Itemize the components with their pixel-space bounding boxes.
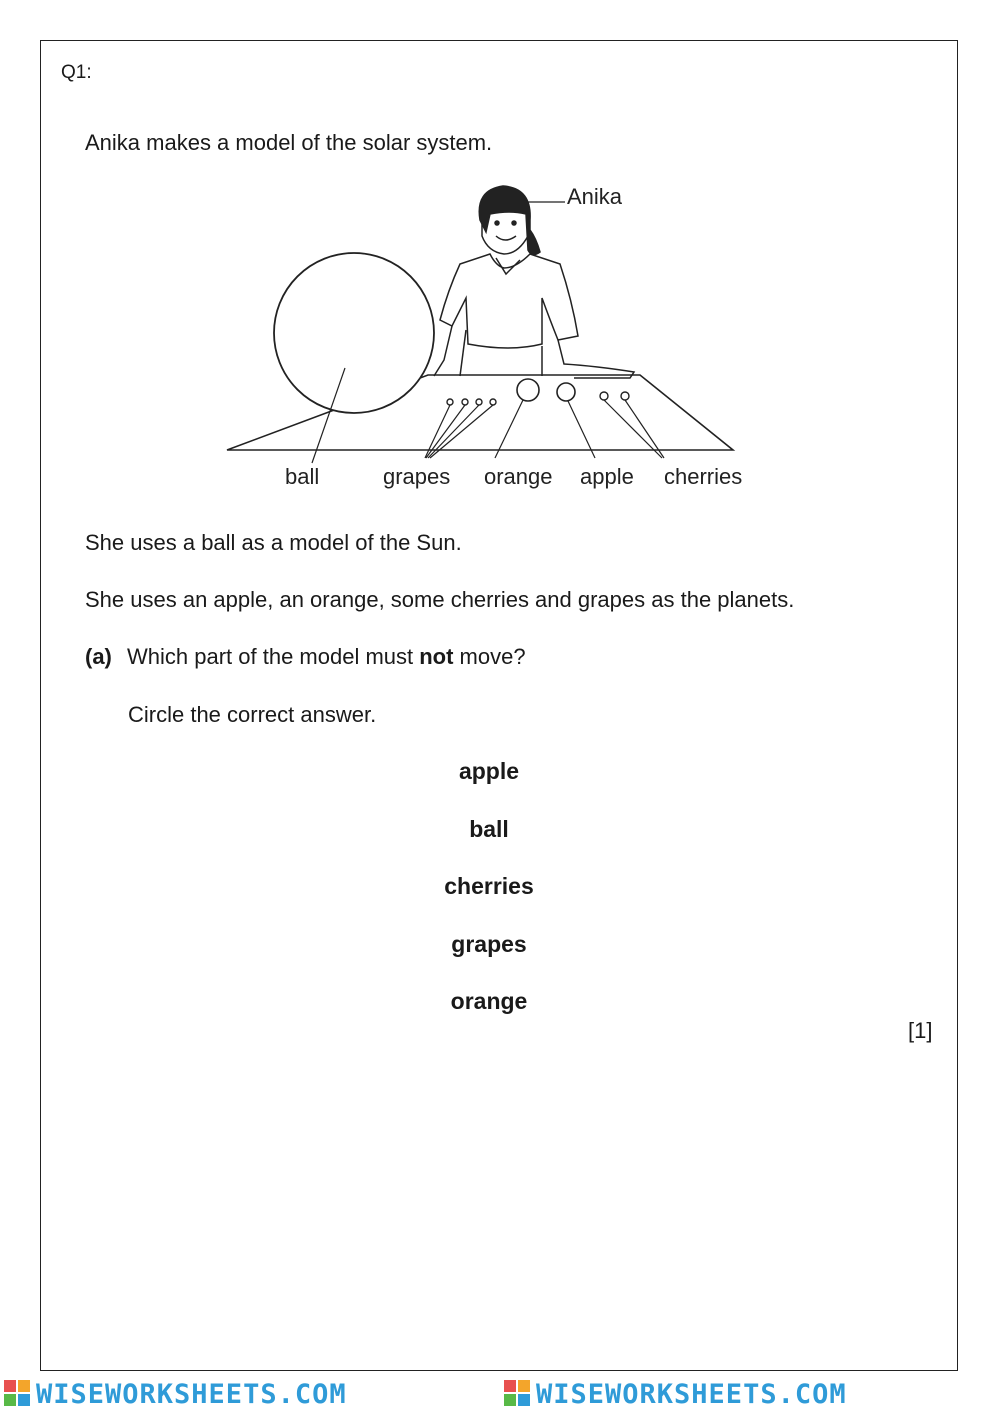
label-orange: orange bbox=[484, 464, 553, 489]
option-apple[interactable]: apple bbox=[458, 758, 520, 784]
option-ball[interactable]: ball bbox=[469, 815, 509, 842]
grapes-shapes bbox=[447, 399, 496, 405]
apple-shape bbox=[557, 383, 575, 401]
answer-options bbox=[389, 756, 589, 1044]
part-a-label: (a) bbox=[85, 644, 112, 669]
brand-logo-icon bbox=[504, 1380, 530, 1406]
label-anika: Anika bbox=[567, 184, 623, 209]
prompt-after: move? bbox=[453, 644, 526, 669]
prompt-before: Which part of the model must bbox=[127, 644, 420, 669]
brand-text: WISEWORKSHEETS.COM bbox=[536, 1379, 847, 1410]
brand-logo-icon bbox=[4, 1380, 30, 1406]
planets-sentence: She uses an apple, an orange, some cherries and grapes as the planets. bbox=[85, 587, 795, 612]
ball-sun bbox=[274, 253, 434, 413]
label-ball: ball bbox=[285, 464, 320, 489]
label-apple: apple bbox=[580, 464, 634, 489]
footer-brand-left bbox=[4, 1379, 347, 1410]
part-a-prompt bbox=[85, 644, 526, 670]
instruction-text: Circle the correct answer. bbox=[128, 702, 377, 727]
marks-label: [1] bbox=[908, 1018, 933, 1043]
cherries-shapes bbox=[600, 392, 629, 400]
brand-text: WISEWORKSHEETS.COM bbox=[36, 1379, 347, 1410]
option-cherries[interactable]: cherries bbox=[444, 873, 534, 899]
footer-brand-right bbox=[504, 1379, 847, 1410]
question-number: Q1: bbox=[61, 62, 92, 83]
label-cherries: cherries bbox=[664, 464, 743, 489]
label-grapes: grapes bbox=[383, 464, 451, 489]
solar-system-model-illustration bbox=[220, 180, 760, 500]
option-grapes[interactable]: grapes bbox=[451, 930, 527, 957]
intro-text: Anika makes a model of the solar system. bbox=[85, 130, 493, 155]
sun-sentence: She uses a ball as a model of the Sun. bbox=[85, 530, 462, 555]
anika-figure bbox=[434, 186, 634, 378]
prompt-bold: not bbox=[419, 644, 454, 669]
option-orange[interactable]: orange bbox=[450, 988, 528, 1014]
orange-shape bbox=[517, 379, 539, 401]
